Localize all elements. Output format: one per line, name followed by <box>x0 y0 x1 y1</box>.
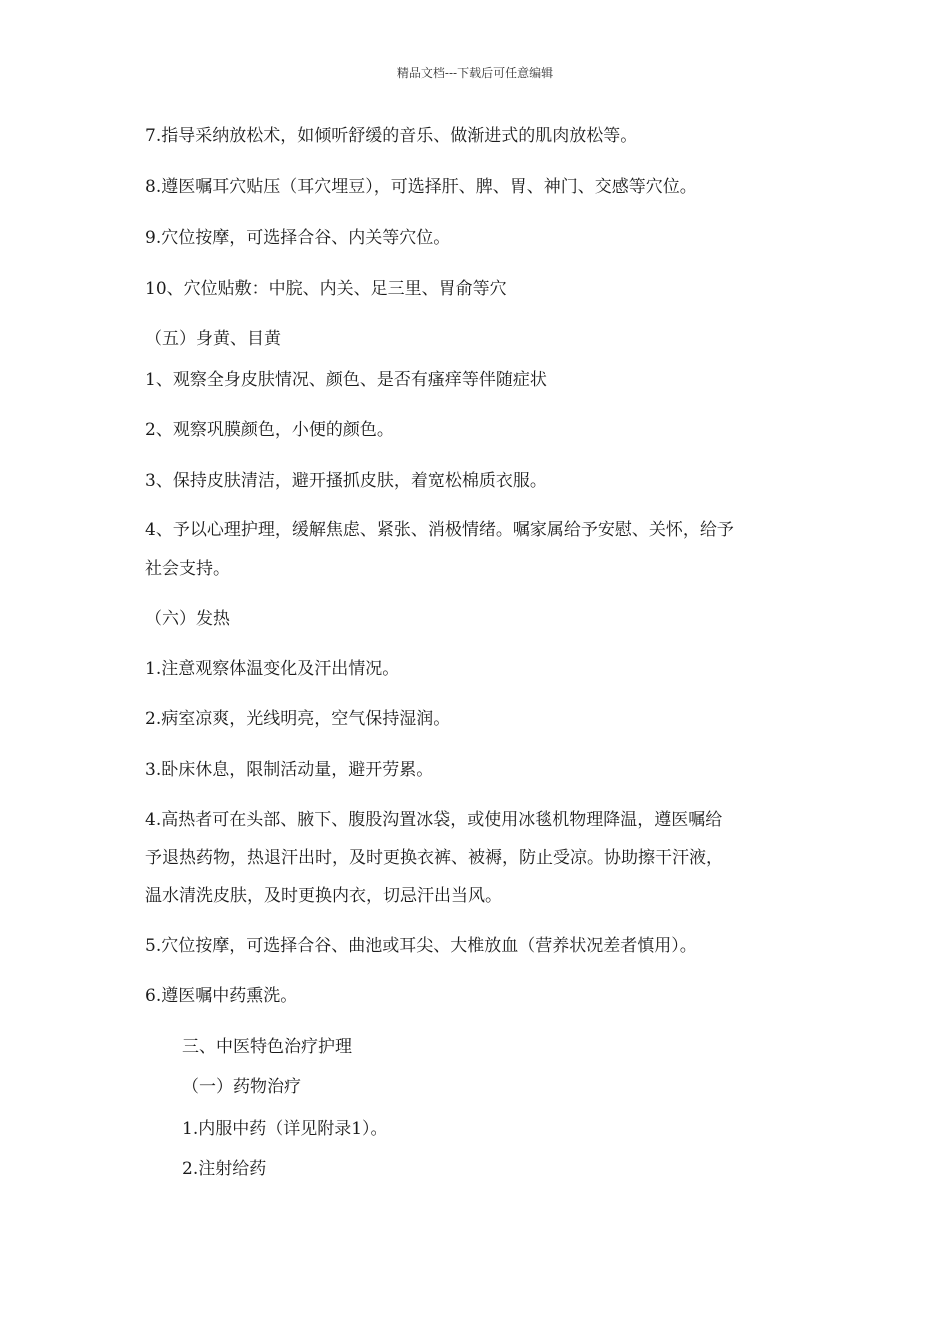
text-line: 4.高热者可在头部、腋下、腹股沟置冰袋，或使用冰毯机物理降温，遵医嘱给 <box>145 810 723 830</box>
text-line: 10、穴位贴敷：中脘、内关、足三里、胃俞等穴 <box>145 279 507 299</box>
text-line: 温水清洗皮肤，及时更换内衣，切忌汗出当风。 <box>145 886 502 906</box>
text-line: 5.穴位按摩，可选择合谷、曲池或耳尖、大椎放血（营养状况差者慎用）。 <box>145 936 697 956</box>
text-line: 2.注射给药 <box>182 1159 267 1179</box>
text-line: 7.指导采纳放松术，如倾听舒缓的音乐、做渐进式的肌肉放松等。 <box>145 126 638 146</box>
text-line: 1、观察全身皮肤情况、颜色、是否有瘙痒等伴随症状 <box>145 370 547 390</box>
text-line: 予退热药物，热退汗出时，及时更换衣裤、被褥，防止受凉。协助擦干汗液， <box>145 848 723 868</box>
text-line: 2、观察巩膜颜色，小便的颜色。 <box>145 420 394 440</box>
text-line: 3、保持皮肤清洁，避开搔抓皮肤，着宽松棉质衣服。 <box>145 471 547 491</box>
page-header: 精品文档---下载后可任意编辑 <box>396 66 554 80</box>
section-heading: 三、中医特色治疗护理 <box>182 1037 352 1057</box>
text-line: 6.遵医嘱中药熏洗。 <box>145 986 298 1006</box>
text-line: 8.遵医嘱耳穴贴压（耳穴埋豆），可选择肝、脾、胃、神门、交感等穴位。 <box>145 177 697 197</box>
section-heading: （一）药物治疗 <box>182 1077 301 1097</box>
text-line: 2.病室凉爽，光线明亮，空气保持湿润。 <box>145 709 451 729</box>
section-heading: （六）发热 <box>145 609 230 629</box>
section-heading: （五）身黄、目黄 <box>145 329 281 349</box>
text-line: 1.内服中药（详见附录1）。 <box>182 1119 388 1139</box>
text-line: 3.卧床休息，限制活动量，避开劳累。 <box>145 760 434 780</box>
text-line: 1.注意观察体温变化及汗出情况。 <box>145 659 400 679</box>
text-line: 9.穴位按摩，可选择合谷、内关等穴位。 <box>145 228 451 248</box>
text-line: 社会支持。 <box>145 559 230 579</box>
text-line: 4、予以心理护理，缓解焦虑、紧张、消极情绪。嘱家属给予安慰、关怀，给予 <box>145 520 734 540</box>
